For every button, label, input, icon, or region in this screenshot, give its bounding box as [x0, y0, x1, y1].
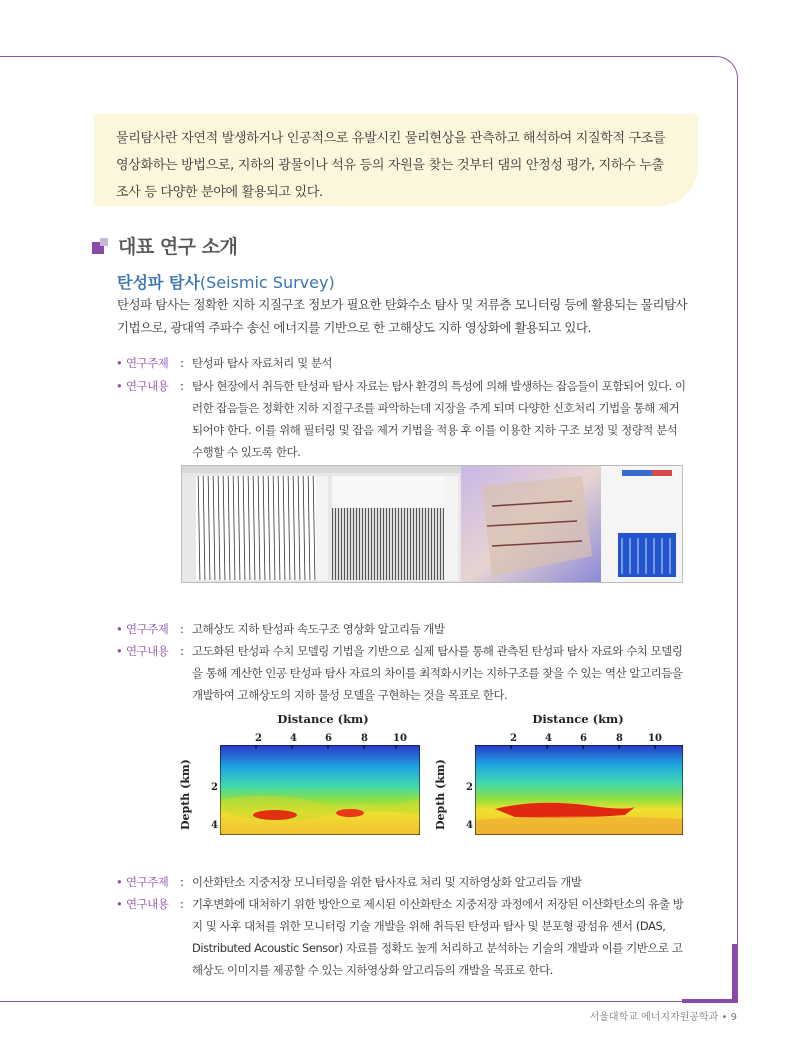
subsection-title-ko: 탄성파 탐사 — [117, 273, 200, 292]
x-tick: 10 — [648, 733, 662, 744]
research-1-content — [116, 375, 686, 463]
research-1-topic — [116, 352, 686, 374]
bullet-dot: • — [116, 897, 123, 911]
content-label: 연구내용 — [126, 644, 169, 658]
topic-label: 연구주제 — [126, 875, 169, 889]
x-tick: 4 — [545, 733, 552, 744]
colon: : — [180, 622, 184, 636]
topic-text: 탄성파 탐사 자료처리 및 분석 — [192, 356, 333, 370]
topic-label: 연구주제 — [126, 622, 169, 636]
distance-axis-label: Distance (km) — [277, 712, 369, 726]
topic-text: 이산화탄소 지중저장 모니터링을 위한 탐사자료 처리 및 지하영상화 알고리듬 개발 — [192, 875, 582, 889]
research-2-content — [116, 640, 686, 706]
x-tick: 8 — [361, 733, 368, 744]
section-heading — [92, 232, 237, 259]
bullet-dot: • — [116, 356, 123, 370]
content-text: 고도화된 탄성파 수치 모델링 기법을 기반으로 실제 탐사를 통해 관측된 탄성파 탐사 자료와 수치 모델링을 통해 계산한 인공 탄성파 탐사 자료의 차이를 최적화시키는 지하구조를 찾을 수 있는 역산 알고리듬을 개발하여 고해상도의 지하 물성 모델을 구현하는 것을 목표로 한다. — [192, 644, 683, 702]
frame-accent-bar — [682, 999, 738, 1003]
intro-box — [94, 114, 698, 206]
frame-accent — [732, 944, 737, 1002]
colon: : — [180, 875, 184, 889]
x-tick: 6 — [580, 733, 587, 744]
x-tick: 4 — [290, 733, 297, 744]
x-tick: 8 — [616, 733, 623, 744]
x-tick: 6 — [325, 733, 332, 744]
topic-text: 고해상도 지하 탄성파 속도구조 영상화 알고리듬 개발 — [192, 622, 445, 636]
topic-label: 연구주제 — [126, 356, 169, 370]
section-title: 대표 연구 소개 — [118, 236, 238, 258]
subsection-title-en: (Seismic Survey) — [199, 273, 335, 292]
bullet-dot: • — [116, 875, 123, 889]
y-tick: 2 — [466, 782, 473, 793]
content-label: 연구내용 — [126, 379, 169, 393]
content-text: 탐사 현장에서 취득한 탄성파 탐사 자료는 탐사 환경의 특성에 의해 발생하는 잡음들이 포함되어 있다. 이러한 잡음들은 정확한 지하 지질구조를 파악하는데 지장을 주게 되며 다양한 신호처리 기법을 통해 제거되어야 한다. 이를 위해 필터링 및 잡음 제거 기법을 적용 후 이를 이용한 지하 구조 보정 및 정량적 분석 수행할 수 있도록 한다. — [192, 379, 686, 459]
y-tick: 4 — [211, 820, 218, 831]
distance-axis-label: Distance (km) — [532, 712, 624, 726]
content-label: 연구내용 — [126, 897, 169, 911]
seismic-processing-image — [181, 465, 683, 583]
x-tick: 2 — [510, 733, 517, 744]
colon: : — [180, 644, 184, 658]
bullet-dot: • — [116, 379, 123, 393]
subsection-title — [117, 270, 335, 293]
y-tick: 4 — [466, 820, 473, 831]
colon: : — [180, 356, 184, 370]
velocity-model-plot — [475, 745, 683, 835]
x-tick: 10 — [393, 733, 407, 744]
square-bullet-icon — [92, 236, 112, 256]
bullet-dot: • — [116, 644, 123, 658]
seismic-panels-graphic — [182, 466, 683, 583]
y-tick: 2 — [211, 782, 218, 793]
subsection-description: 탄성파 탐사는 정확한 지하 지질구조 정보가 필요한 탄화수소 탐사 및 저류층 모니터링 등에 활용되는 물리탐사 기법으로, 광대역 주파수 송신 에너지를 기반으로 한 고해상도 지하 영상화에 활용되고 있다. — [117, 297, 688, 335]
colon: : — [180, 897, 184, 911]
x-tick: 2 — [255, 733, 262, 744]
depth-axis-label: Depth (km) — [434, 759, 447, 830]
velocity-model-plot — [220, 745, 420, 835]
page-footer: 서울대학교 에너지자원공학과 • 9 — [589, 1012, 737, 1023]
bullet-dot: • — [116, 622, 123, 636]
depth-axis-label: Depth (km) — [179, 759, 192, 830]
intro-text: 물리탐사란 자연적 발생하거나 인공적으로 유발시킨 물리현상을 관측하고 해석하여 지질학적 구조를 영상화하는 방법으로, 지하의 광물이나 석유 등의 자원을 찾는 것부터 댐의 안정성 평가, 지하수 누출 조사 등 다양한 분야에 활용되고 있다. — [116, 131, 666, 200]
research-3-topic — [116, 871, 686, 893]
research-3-content — [116, 893, 686, 981]
velocity-model-right — [434, 712, 700, 842]
colon: : — [180, 379, 184, 393]
research-2-topic — [116, 618, 686, 640]
content-text: 기후변화에 대처하기 위한 방안으로 제시된 이산화탄소 지중저장 과정에서 저장된 이산화탄소의 유출 방지 및 사후 대처를 위한 모니터링 기술 개발을 위해 취득된 탄성파 탐사 및 분포형 광섬유 센서 (DAS, Distributed Acoustic Sensor) 자료를 정확도 높게 처리하고 분석하는 기술의 개발과 이를 기반으로 고해상도 이미지를 제공할 수 있는 지하영상화 알고리듬의 개발을 목표로 한다. — [192, 897, 684, 977]
velocity-model-left — [179, 712, 445, 842]
